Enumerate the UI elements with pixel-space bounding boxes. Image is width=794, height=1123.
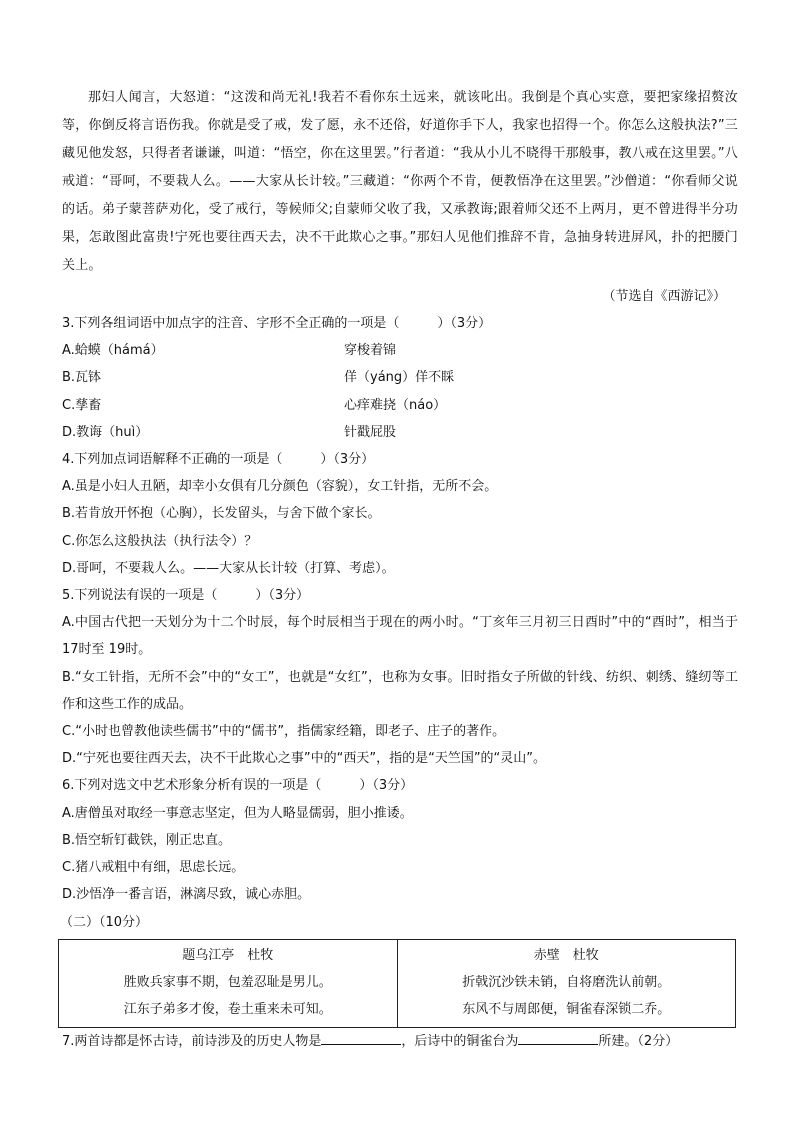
question-5-option-c: C.“小时也曾教他读些儒书”中的“儒书”，指儒家经籍，即老子、庄子的著作。 [62, 724, 506, 740]
question-5-option-d: D.“宁死也要往西天去，决不干此欺心之事”中的“西天”，指的是“天竺国”的“灵山”。 [62, 751, 547, 767]
question-5-stem: 5.下列说法有误的一项是（ ）（3分） [62, 588, 310, 604]
question-5-option-a: A.中国古代把一天划分为十二个时辰，每个时辰相当于现在的两小时。“丁亥年三月初三日酉时”中的“酉时”，相当于 17时至 19时。 [62, 615, 738, 658]
passage-source: （节选自《西游记》） [602, 289, 726, 304]
question-4 [62, 446, 738, 582]
question-6-option-c: C.猪八戒粗中有细，思虑长远。 [62, 860, 245, 876]
poem-line: 折戟沉沙铁未销，自将磨洗认前朝。 [462, 975, 671, 991]
poem-title: 赤壁 杜牧 [533, 948, 599, 964]
question-4-option-c: C.你怎么这般执法（执行法令）？ [62, 533, 258, 549]
poem-line: 东风不与周郎便，铜雀春深锁二乔。 [462, 1002, 671, 1018]
question-5-option-b: B.“女工针指，无所不会”中的“女工”，也就是“女红”，也称为女事。旧时指女子所做的针线、纺织、刺绣、缝纫等工作和这些工作的成品。 [62, 669, 738, 712]
poem-line: 胜败兵家事不期，包羞忍耻是男儿。 [123, 975, 332, 991]
question-3 [62, 310, 738, 446]
section-2-label: （二）（10分） [60, 915, 149, 931]
fill-blank-builder[interactable] [518, 1030, 598, 1045]
question-7: 7.两首诗都是怀古诗，前诗涉及的历史人物是 ，后诗中的铜雀台为 所建。（2分） [62, 1028, 738, 1055]
question-6-stem: 6.下列对选文中艺术形象分析有误的一项是（ ）（3分） [62, 778, 414, 794]
question-3-option-b: B.瓦钵 佯（yáng）佯不睬 [62, 370, 455, 386]
question-4-option-d: D.哥呵，不要栽人么。——大家从长计较（打算、考虑）。 [62, 560, 395, 576]
question-6 [62, 772, 738, 908]
question-5 [62, 582, 738, 772]
poem-line: 江东子弟多才俊，卷土重来未可知。 [123, 1002, 332, 1018]
question-3-option-c: C.孳畜 心痒难挠（náo） [62, 397, 447, 413]
poem-title: 题乌江亭 杜牧 [182, 948, 274, 964]
question-6-option-a: A.唐僧虽对取经一事意志坚定，但为人略显儒弱，胆小推诿。 [62, 805, 413, 821]
poem-cell-left [59, 940, 398, 1028]
passage-paragraph: 那妇人闻言，大怒道：“这泼和尚无礼!我若不看你东土远来，就该叱出。我倒是个真心实意，要把家缘招赘汝等，你倒反将言语伤我。你就是受了戒，发了愿，永不还俗，好道你手下人，我家也招得一个。你怎么这般执法?”三藏见他发怒，只得者者谦谦，叫道：“悟空，你在这里罢。”行者道：“我从小儿不晓得干那般事，教八戒在这里罢。”八戒道：“哥呵，不要栽人么。——大家从长计较。”三藏道：“你两个不肯，便教悟净在这里罢。”沙僧道：“你看师父说的话。弟子蒙菩萨劝化，受了戒行，等候师父;自蒙师父收了我，又承教诲;跟着师父还不上两月，更不曾进得半分功果，怎敢图此富贵!宁死也要往西天去，决不干此欺心之事。”那妇人见他们推辞不肯，急抽身转进屏风，扑的把腰门关上。 [62, 90, 738, 273]
poem-cell-right [397, 940, 736, 1028]
question-3-option-a: A.蛤蟆（hámá） 穿梭着锦 [62, 343, 397, 359]
question-3-option-d: D.教诲（huì） 针戳屁股 [62, 424, 397, 440]
question-6-option-d: D.沙悟净一番言语，淋漓尽致，诚心赤胆。 [62, 887, 311, 903]
fill-blank-person[interactable] [321, 1030, 401, 1045]
exam-page [62, 84, 738, 1056]
question-4-stem: 4.下列加点词语解释不正确的一项是（ ）（3分） [62, 452, 375, 468]
question-6-option-b: B.悟空斩钉截铁，刚正忠直。 [62, 832, 232, 848]
question-4-option-b: B.若肯放开怀抱（心胸），长发留头，与舍下做个家长。 [62, 506, 381, 522]
question-3-stem: 3.下列各组词语中加点字的注音、字形不全正确的一项是（ ）（3分） [62, 316, 492, 331]
question-4-option-a: A.虽是小妇人丑陋，却幸小女俱有几分颜色（容貌），女工针指，无所不会。 [62, 479, 498, 495]
poems-table [58, 939, 736, 1028]
